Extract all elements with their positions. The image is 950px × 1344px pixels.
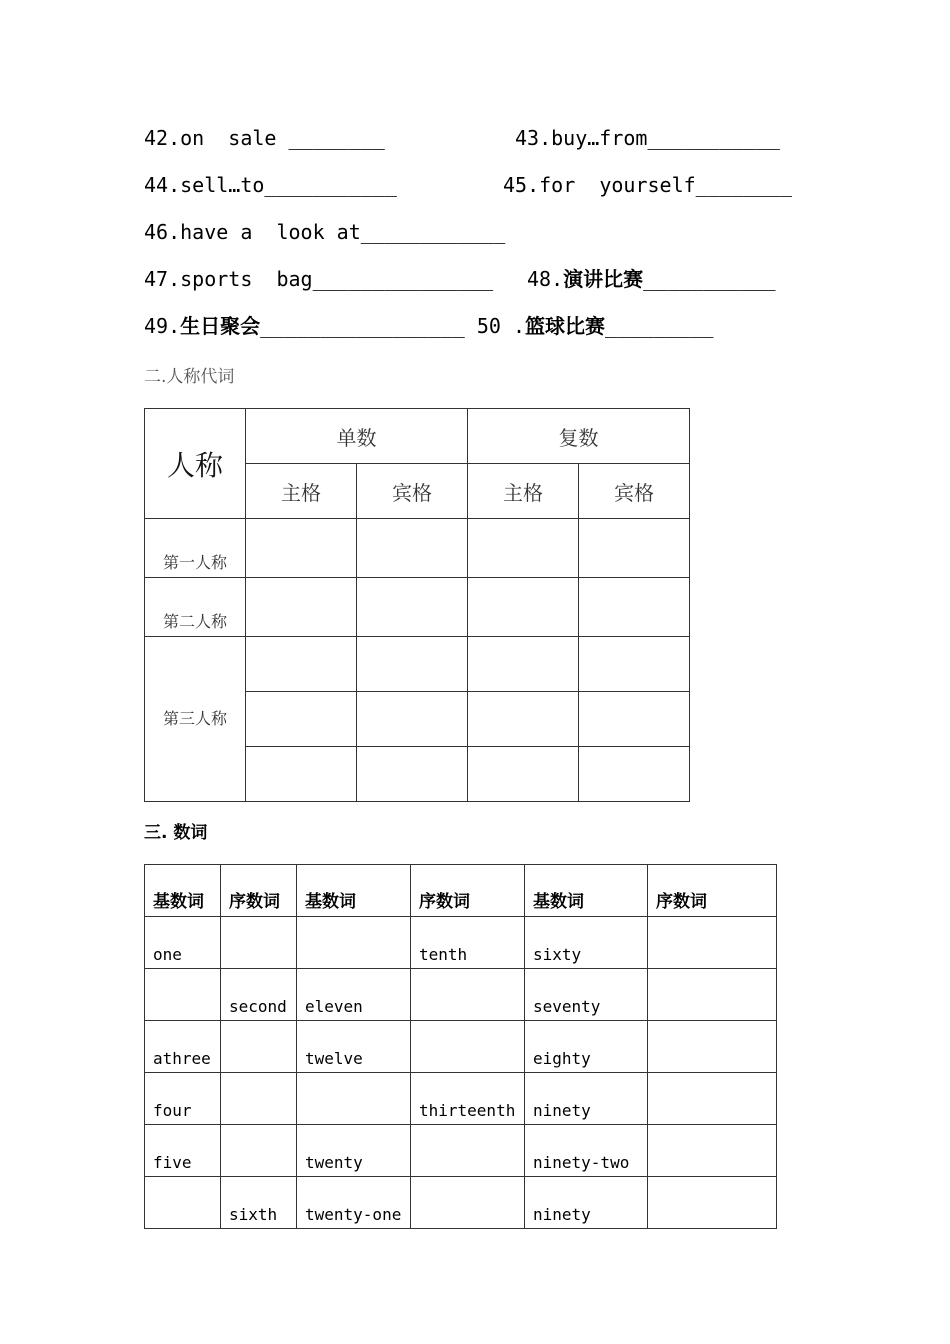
phrase-48-blank: ___________ <box>643 267 776 291</box>
table-cell[interactable]: twelve <box>297 1021 411 1073</box>
table-cell[interactable] <box>648 917 777 969</box>
phrase-42: 42.on sale ________ <box>144 126 385 150</box>
plural-object-header: 宾格 <box>579 464 690 519</box>
section-3-title: 三. 数词 <box>144 823 208 843</box>
table-row <box>145 969 777 1021</box>
cardinal-header: 基数词 <box>145 865 221 917</box>
table-cell[interactable] <box>297 1073 411 1125</box>
numerals-table <box>144 864 777 1229</box>
blank-cell[interactable] <box>468 747 579 802</box>
blank-cell[interactable] <box>246 578 357 637</box>
table-cell[interactable]: thirteenth <box>411 1073 525 1125</box>
section-2-title: 二.人称代词 <box>144 367 235 387</box>
table-row <box>145 1021 777 1073</box>
table-cell[interactable]: five <box>145 1125 221 1177</box>
table-row <box>145 1125 777 1177</box>
blank-cell[interactable] <box>468 578 579 637</box>
blank-cell[interactable] <box>468 519 579 578</box>
blank-cell[interactable] <box>357 578 468 637</box>
blank-cell[interactable] <box>246 692 357 747</box>
plural-subject-header: 主格 <box>468 464 579 519</box>
numerals-header-row <box>145 865 777 917</box>
table-cell[interactable]: seventy <box>525 969 648 1021</box>
phrase-43: 43.buy…from___________ <box>515 126 780 150</box>
table-cell[interactable]: second <box>221 969 297 1021</box>
ordinal-header: 序数词 <box>648 865 777 917</box>
table-row <box>145 917 777 969</box>
table-cell[interactable]: sixth <box>221 1177 297 1229</box>
blank-cell[interactable] <box>357 519 468 578</box>
table-cell[interactable] <box>145 969 221 1021</box>
blank-cell[interactable] <box>579 637 690 692</box>
phrase-44: 44.sell…to___________ <box>144 173 397 197</box>
ordinal-header: 序数词 <box>221 865 297 917</box>
blank-cell[interactable] <box>357 637 468 692</box>
table-cell[interactable] <box>411 1021 525 1073</box>
phrase-50-number: 50 . <box>464 314 526 338</box>
blank-cell[interactable] <box>357 747 468 802</box>
table-cell[interactable]: twenty-one <box>297 1177 411 1229</box>
table-cell[interactable] <box>648 969 777 1021</box>
table-row <box>145 1177 777 1229</box>
cardinal-header: 基数词 <box>525 865 648 917</box>
table-cell[interactable]: eighty <box>525 1021 648 1073</box>
table-cell[interactable]: athree <box>145 1021 221 1073</box>
blank-cell[interactable] <box>246 519 357 578</box>
blank-cell[interactable] <box>579 692 690 747</box>
table-cell[interactable]: ninety <box>525 1073 648 1125</box>
personal-pronoun-table <box>144 408 690 802</box>
phrase-46: 46.have a look at____________ <box>144 220 506 244</box>
blank-cell[interactable] <box>246 637 357 692</box>
table-cell[interactable] <box>648 1073 777 1125</box>
phrase-49-blank: _________________ <box>260 314 465 338</box>
table-cell[interactable]: ninety-two <box>525 1125 648 1177</box>
table-cell[interactable]: eleven <box>297 969 411 1021</box>
table-cell[interactable]: ninety <box>525 1177 648 1229</box>
phrase-48-text: 演讲比赛 <box>563 267 644 291</box>
table-row <box>145 1073 777 1125</box>
table-cell[interactable] <box>411 969 525 1021</box>
table-cell[interactable] <box>145 1177 221 1229</box>
table-cell[interactable] <box>221 1073 297 1125</box>
phrase-45: 45.for yourself________ <box>503 173 792 197</box>
blank-cell[interactable] <box>357 692 468 747</box>
blank-cell[interactable] <box>468 692 579 747</box>
table-cell[interactable] <box>221 917 297 969</box>
table-cell[interactable] <box>411 1177 525 1229</box>
third-person-label: 第三人称 <box>145 637 246 802</box>
blank-cell[interactable] <box>468 637 579 692</box>
singular-header: 单数 <box>246 409 468 464</box>
table-cell[interactable]: one <box>145 917 221 969</box>
table-cell[interactable]: tenth <box>411 917 525 969</box>
phrase-47: 47.sports bag_______________ <box>144 267 494 291</box>
blank-cell[interactable] <box>579 747 690 802</box>
cardinal-header: 基数词 <box>297 865 411 917</box>
table-cell[interactable] <box>648 1177 777 1229</box>
blank-cell[interactable] <box>246 747 357 802</box>
table-cell[interactable] <box>221 1125 297 1177</box>
first-person-label: 第一人称 <box>145 519 246 578</box>
singular-object-header: 宾格 <box>357 464 468 519</box>
table-cell[interactable] <box>221 1021 297 1073</box>
blank-cell[interactable] <box>579 578 690 637</box>
phrase-49-number: 49. <box>144 314 181 338</box>
ordinal-header: 序数词 <box>411 865 525 917</box>
phrase-50-blank: _________ <box>605 314 714 338</box>
phrase-50-text: 篮球比赛 <box>525 314 606 338</box>
second-person-label: 第二人称 <box>145 578 246 637</box>
table-cell[interactable] <box>648 1125 777 1177</box>
table-cell[interactable]: sixty <box>525 917 648 969</box>
table-cell[interactable] <box>411 1125 525 1177</box>
table-cell[interactable]: four <box>145 1073 221 1125</box>
table-cell[interactable]: twenty <box>297 1125 411 1177</box>
phrase-48 <box>527 267 776 291</box>
blank-cell[interactable] <box>579 519 690 578</box>
table-cell[interactable] <box>297 917 411 969</box>
singular-subject-header: 主格 <box>246 464 357 519</box>
phrase-49-50 <box>144 314 713 338</box>
person-header: 人称 <box>145 409 246 519</box>
table-cell[interactable] <box>648 1021 777 1073</box>
phrase-49-text: 生日聚会 <box>180 314 261 338</box>
phrase-48-number: 48. <box>527 267 564 291</box>
plural-header: 复数 <box>468 409 690 464</box>
